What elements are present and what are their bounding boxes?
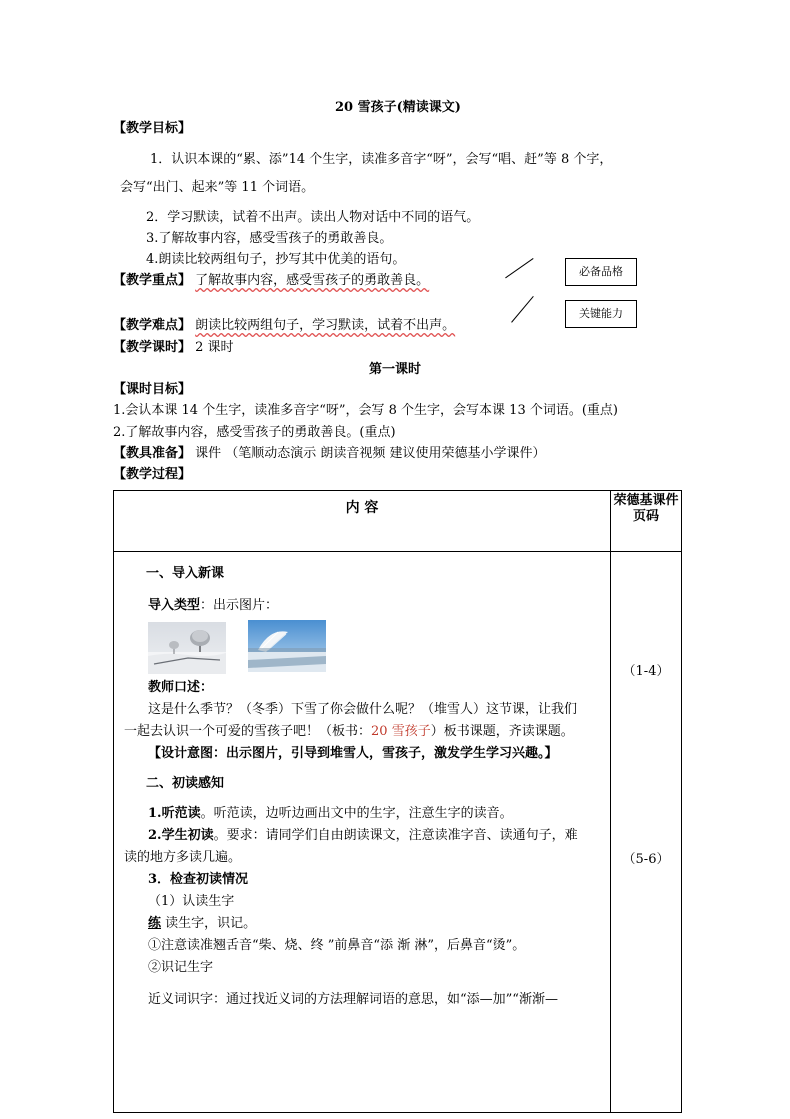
snow-tree-picture: [148, 622, 226, 674]
lesson-title: 第一课时: [369, 362, 422, 377]
difficult-points-row: [113, 318, 455, 334]
frozen-lake-picture: [248, 620, 326, 672]
table-header-content: 内 容: [114, 491, 611, 552]
tools-label: 【教具准备】: [113, 446, 192, 461]
section-2-title: 二、初读感知: [146, 776, 225, 791]
intro-type-text: ：出示图片：: [200, 598, 279, 613]
practice-row: [148, 916, 256, 932]
difficult-points-label: 【教学难点】: [113, 318, 192, 333]
callout-key-ability: 关键能力: [565, 300, 637, 328]
synonym-method-line: 近义词识字：通过找近义词的方法理解词语的意思，如“添—加”“渐渐—: [148, 992, 558, 1007]
tools-row: [113, 446, 546, 462]
hours-row: [113, 340, 234, 356]
intro-paragraph-line-2: [124, 724, 574, 740]
lesson-objective-2: 2.了解故事内容，感受雪孩子的勇敢善良。(重点): [113, 425, 396, 440]
key-points-text: 了解故事内容，感受雪孩子的勇敢善良。: [195, 273, 430, 288]
difficult-points-text: 朗读比较两组句子，学习默读，试着不出声。: [195, 318, 456, 333]
step-read-label: 2.学生初读: [148, 828, 214, 843]
objective-3: 3.了解故事内容，感受雪孩子的勇敢善良。: [146, 231, 393, 246]
key-points-row: [113, 273, 429, 289]
document-title: 20 雪孩子(精读课文): [335, 100, 461, 115]
design-intention: 【设计意图：出示图片，引导到堆雪人，雪孩子，激发学生学习兴趣。】: [148, 746, 558, 761]
objective-2: 2．学习默读，试着不出声。读出人物对话中不同的语气。: [146, 210, 480, 225]
page-ref-cell: [611, 552, 681, 1112]
lesson-objective-1: 1.会认本课 14 个生字，读准多音字“呀”，会写 8 个生字，会写本课 13 个词语。(重点): [113, 403, 618, 418]
page-ref-1: （1-4）: [622, 664, 670, 679]
section-1-title: 一、导入新课: [146, 566, 225, 581]
practice-text: 读生字，识记。: [161, 916, 257, 931]
intro-paragraph-part-1: 一起去认识一个可爱的雪孩子吧！（板书：: [124, 724, 372, 739]
hours-label: 【教学课时】: [113, 340, 192, 355]
callout-connector-1: [505, 258, 533, 278]
objective-1-line-1: 1．认识本课的“累、添”14 个生字，读准多音字“呀”，会写“唱、赶”等 8 个字，: [150, 152, 613, 167]
step-check-label: 3．检查初读情况: [148, 872, 249, 887]
pronunciation-point-1: ①注意读准翘舌音“柴、烧、终 ”前鼻音“添 渐 淋”，后鼻音“烫”。: [148, 938, 526, 953]
board-title: 20 雪孩子: [371, 724, 431, 739]
table-header-page: 荣德基课件页码: [611, 491, 682, 552]
step-read-text: 。要求：请同学们自由朗读课文，注意读准字音、读通句子，难: [213, 828, 578, 843]
step-read-row: [148, 828, 578, 844]
process-table: [113, 490, 682, 1113]
objectives-heading: 【教学目标】: [113, 121, 192, 136]
intro-type-label: 导入类型: [148, 598, 201, 613]
pronunciation-point-2: ②识记生字: [148, 960, 214, 975]
practice-label: 练: [148, 916, 162, 931]
sub-step-read-characters: （1）认读生字: [148, 894, 235, 909]
callout-connector-2: [511, 296, 534, 323]
key-points-label: 【教学重点】: [113, 273, 192, 288]
hours-text: 2 课时: [195, 340, 234, 355]
intro-paragraph-part-3: ）板书课题，齐读课题。: [430, 724, 574, 739]
objective-4: 4.朗读比较两组句子，抄写其中优美的语句。: [146, 252, 406, 267]
teacher-narration-label: 教师口述：: [148, 680, 214, 695]
tools-text: 课件 （笔顺动态演示 朗读音视频 建议使用荣德基小学课件）: [195, 446, 546, 461]
process-heading: 【教学过程】: [113, 467, 192, 482]
step-listen-row: [148, 806, 513, 822]
lesson-objectives-heading: 【课时目标】: [113, 382, 192, 397]
intro-paragraph-line-1: 这是什么季节？（冬季）下雪了你会做什么呢？（堆雪人）这节课，让我们: [148, 702, 578, 717]
intro-type-row: [148, 598, 278, 614]
page-ref-2: （5-6）: [622, 852, 670, 867]
callout-required-character: 必备品格: [565, 258, 637, 286]
step-read-continued: 读的地方多读几遍。: [124, 850, 242, 865]
objective-1-line-2: 会写“出门、起来”等 11 个词语。: [120, 180, 315, 195]
step-listen-label: 1.听范读: [148, 806, 201, 821]
process-content-cell: [114, 552, 610, 1112]
step-listen-text: 。听范读，边听边画出文中的生字，注意生字的读音。: [200, 806, 513, 821]
